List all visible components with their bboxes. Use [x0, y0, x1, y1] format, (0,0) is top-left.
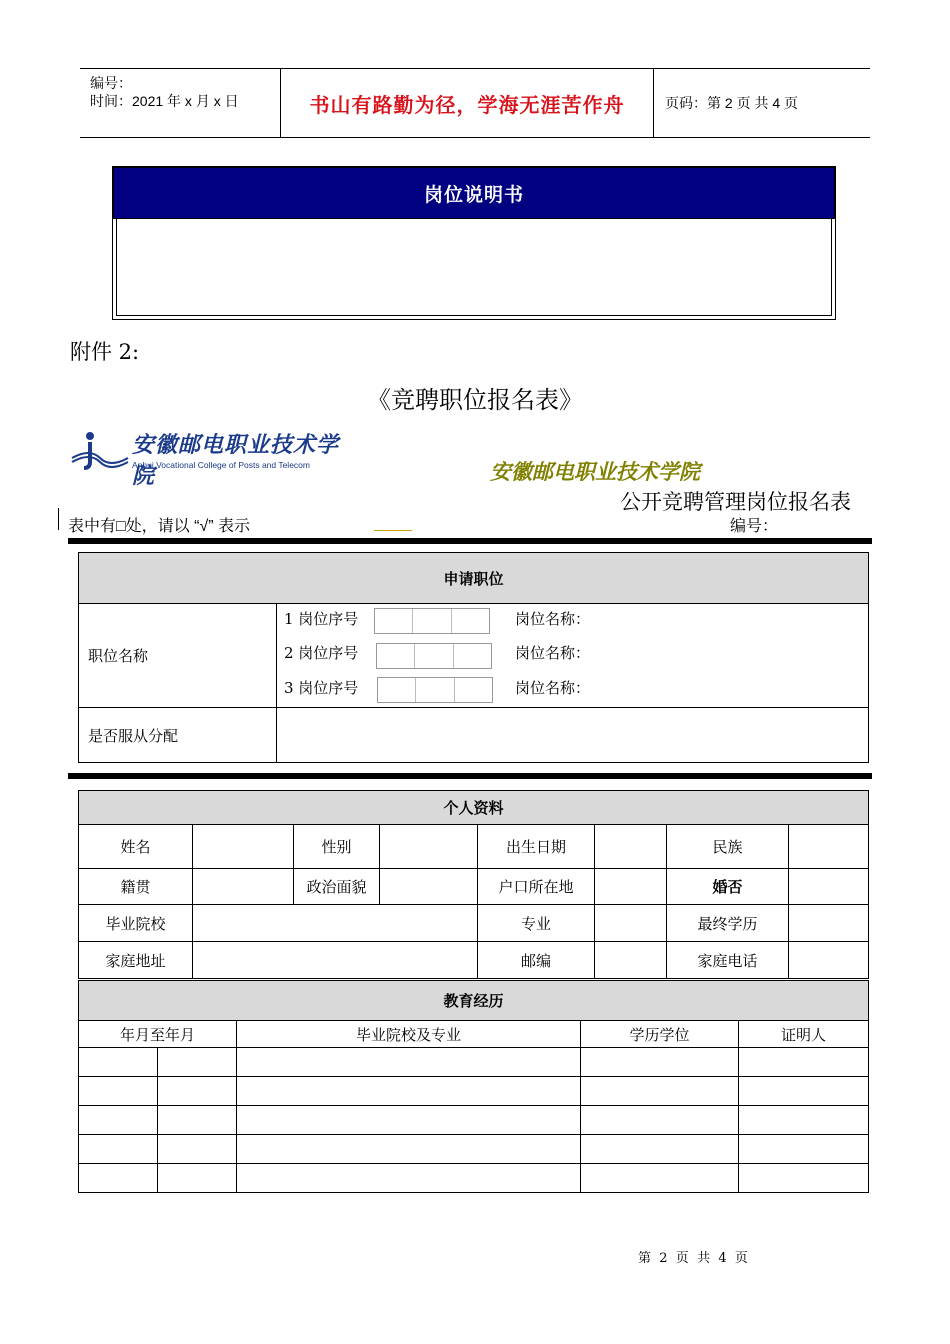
degree-input[interactable] — [581, 1048, 739, 1077]
obey-assignment-input[interactable] — [277, 708, 869, 763]
apply-section-header: 申请职位 — [79, 553, 869, 604]
position-seq-1-input[interactable] — [374, 608, 490, 634]
period-from-input[interactable] — [79, 1048, 158, 1077]
witness-input[interactable] — [739, 1106, 869, 1135]
section-rule-top — [68, 538, 872, 544]
instruction-blank — [374, 530, 412, 531]
position-seq-1-label: 1 岗位序号 — [284, 609, 359, 628]
school-label: 毕业院校 — [79, 905, 193, 942]
postcode-label: 邮编 — [478, 942, 595, 979]
job-description-box — [112, 166, 836, 320]
section-rule-middle — [68, 773, 872, 779]
period-to-input[interactable] — [158, 1077, 237, 1106]
school-input[interactable] — [193, 905, 478, 942]
degree-input[interactable] — [581, 1135, 739, 1164]
married-input[interactable] — [789, 869, 869, 905]
col-degree-header: 学历学位 — [581, 1021, 739, 1048]
col-period-header: 年月至年月 — [79, 1021, 237, 1048]
logo-emblem-icon — [70, 428, 130, 476]
ethnic-label: 民族 — [667, 825, 789, 869]
header-meta — [80, 69, 281, 137]
period-to-input[interactable] — [158, 1106, 237, 1135]
birth-input[interactable] — [595, 825, 667, 869]
address-input[interactable] — [193, 942, 478, 979]
address-label: 家庭地址 — [79, 942, 193, 979]
hukou-label: 户口所在地 — [478, 869, 595, 905]
personal-section-header: 个人资料 — [79, 791, 869, 825]
postcode-input[interactable] — [595, 942, 667, 979]
col-school-header: 毕业院校及专业 — [237, 1021, 581, 1048]
period-from-input[interactable] — [79, 1135, 158, 1164]
phone-input[interactable] — [789, 942, 869, 979]
gender-input[interactable] — [380, 825, 478, 869]
position-name-label: 职位名称 — [79, 604, 277, 708]
instruction-text: 表中有□处，请以 “√” 表示 — [68, 518, 250, 535]
college-logo — [70, 428, 360, 489]
position-name-1-label: 岗位名称： — [515, 609, 591, 628]
table-row — [79, 1077, 869, 1106]
logo-text-cn: 安徽邮电职业技术学院 — [132, 432, 340, 489]
name-input[interactable] — [193, 825, 294, 869]
position-seq-2-label: 2 岗位序号 — [284, 643, 359, 662]
period-to-input[interactable] — [158, 1164, 237, 1193]
form-title: 《竞聘职位报名表》 — [367, 386, 583, 414]
edu-level-label: 最终学历 — [667, 905, 789, 942]
page-header — [80, 68, 870, 138]
birth-label: 出生日期 — [478, 825, 595, 869]
school-major-input[interactable] — [237, 1048, 581, 1077]
witness-input[interactable] — [739, 1164, 869, 1193]
margin-line — [58, 508, 59, 530]
form-subtitle: 公开竞聘管理岗位报名表 — [620, 491, 851, 514]
married-label: 婚否 — [667, 869, 789, 905]
political-input[interactable] — [380, 869, 478, 905]
degree-input[interactable] — [581, 1106, 739, 1135]
period-to-input[interactable] — [158, 1135, 237, 1164]
period-from-input[interactable] — [79, 1164, 158, 1193]
phone-label: 家庭电话 — [667, 942, 789, 979]
school-major-input[interactable] — [237, 1164, 581, 1193]
table-row — [79, 1164, 869, 1193]
college-name: 安徽邮电职业技术学院 — [490, 461, 700, 484]
witness-input[interactable] — [739, 1077, 869, 1106]
personal-table — [78, 790, 869, 979]
position-name-2-label: 岗位名称： — [515, 643, 591, 662]
header-time: 时间：2021 年 x 月 x 日 — [90, 93, 239, 109]
major-input[interactable] — [595, 905, 667, 942]
school-major-input[interactable] — [237, 1106, 581, 1135]
political-label: 政治面貌 — [294, 869, 380, 905]
page-footer: 第 2 页 共 4 页 — [638, 1251, 748, 1266]
gender-label: 性别 — [294, 825, 380, 869]
degree-input[interactable] — [581, 1077, 739, 1106]
header-page: 页码：第 2 页 共 4 页 — [665, 95, 799, 111]
job-description-content[interactable] — [116, 219, 832, 316]
native-label: 籍贯 — [79, 869, 193, 905]
col-witness-header: 证明人 — [739, 1021, 869, 1048]
table-row — [79, 1135, 869, 1164]
logo-text-en: Anhui Vocational College of Posts and Telecom — [132, 460, 310, 470]
table-row — [79, 1048, 869, 1077]
header-motto: 书山有路勤为径，学海无涯苦作舟 — [281, 69, 654, 137]
position-seq-2-input[interactable] — [376, 643, 492, 669]
period-from-input[interactable] — [79, 1106, 158, 1135]
school-major-input[interactable] — [237, 1135, 581, 1164]
edu-level-input[interactable] — [789, 905, 869, 942]
witness-input[interactable] — [739, 1135, 869, 1164]
period-from-input[interactable] — [79, 1077, 158, 1106]
education-table — [78, 980, 869, 1193]
major-label: 专业 — [478, 905, 595, 942]
serial-label: 编号： — [730, 518, 779, 535]
school-major-input[interactable] — [237, 1077, 581, 1106]
hukou-input[interactable] — [595, 869, 667, 905]
native-input[interactable] — [193, 869, 294, 905]
name-label: 姓名 — [79, 825, 193, 869]
education-section-header: 教育经历 — [79, 981, 869, 1021]
degree-input[interactable] — [581, 1164, 739, 1193]
position-seq-3-input[interactable] — [377, 677, 493, 703]
witness-input[interactable] — [739, 1048, 869, 1077]
job-description-title: 岗位说明书 — [113, 167, 835, 219]
period-to-input[interactable] — [158, 1048, 237, 1077]
obey-assignment-label: 是否服从分配 — [79, 708, 277, 763]
attachment-label: 附件 2: — [70, 340, 140, 364]
header-number: 编号： — [90, 75, 132, 91]
ethnic-input[interactable] — [789, 825, 869, 869]
table-row — [79, 1106, 869, 1135]
position-seq-3-label: 3 岗位序号 — [284, 678, 359, 697]
position-name-3-label: 岗位名称： — [515, 678, 591, 697]
